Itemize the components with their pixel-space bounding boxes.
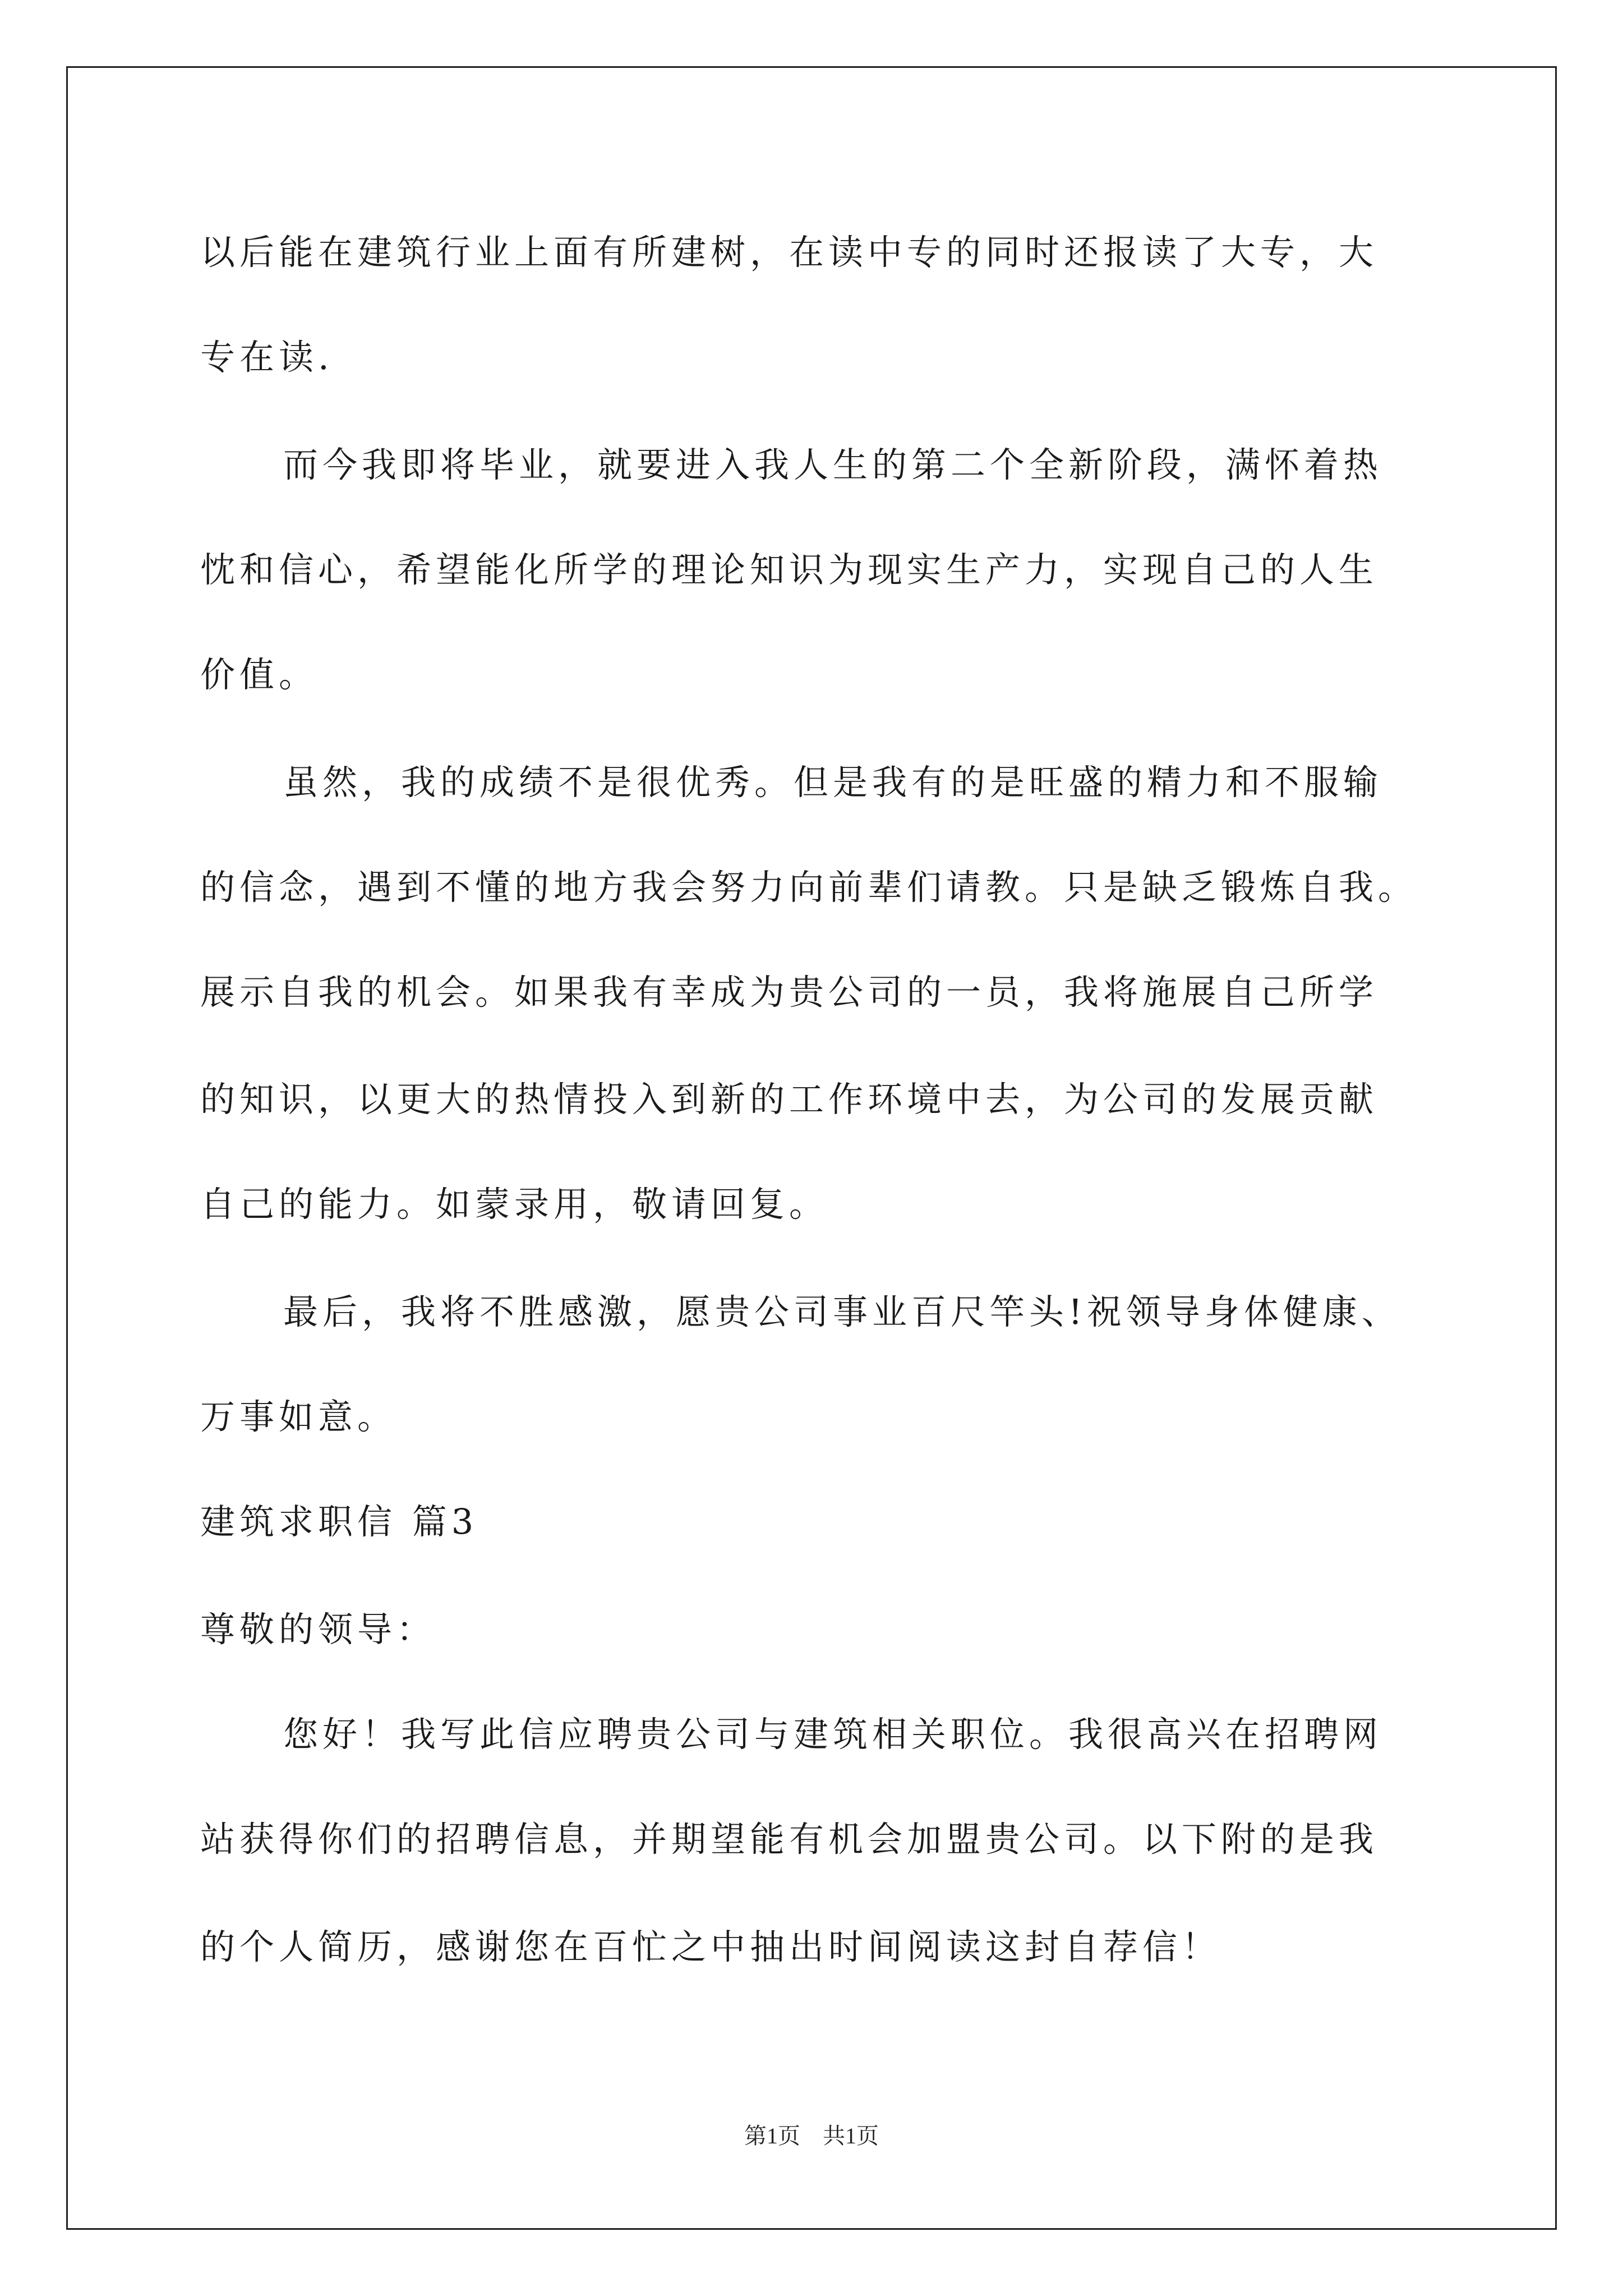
body-line: 的个人简历，感谢您在百忙之中抽出时间阅读这封自荐信！: [200, 1926, 1221, 1967]
body-line: 站获得你们的招聘信息，并期望能有机会加盟贵公司。以下附的是我: [200, 1819, 1378, 1860]
paragraph-line: 虽然，我的成绩不是很优秀。但是我有的是旺盛的精力和不服输: [283, 762, 1383, 803]
section-heading: 建筑求职信 篇3: [200, 1501, 478, 1542]
body-line: 展示自我的机会。如果我有幸成为贵公司的一员，我将施展自己所学: [200, 972, 1378, 1013]
paragraph-line: 而今我即将毕业，就要进入我人生的第二个全新阶段，满怀着热: [283, 444, 1383, 485]
paragraph-line: 最后，我将不胜感激，愿贵公司事业百尺竿头!祝领导身体健康、: [283, 1291, 1401, 1332]
paragraph-line: 您好！我写此信应聘贵公司与建筑相关职位。我很高兴在招聘网: [283, 1714, 1383, 1755]
page-number-footer: 第1页 共1页: [744, 2123, 879, 2148]
salutation: 尊敬的领导：: [200, 1609, 436, 1650]
body-line: 万事如意。: [200, 1396, 397, 1437]
body-line: 的信念，遇到不懂的地方我会努力向前辈们请教。只是缺乏锻炼自我。: [200, 867, 1418, 908]
body-line: 自己的能力。如蒙录用，敬请回复。: [200, 1184, 829, 1225]
body-line: 忱和信心，希望能化所学的理论知识为现实生产力，实现自己的人生: [200, 549, 1378, 590]
body-line: 以后能在建筑行业上面有所建树，在读中专的同时还报读了大专，大: [200, 232, 1378, 273]
body-line: 专在读.: [200, 337, 334, 378]
body-line: 价值。: [200, 654, 319, 695]
body-line: 的知识，以更大的热情投入到新的工作环境中去，为公司的发展贡献: [200, 1079, 1378, 1120]
page-border: [66, 66, 1557, 2230]
